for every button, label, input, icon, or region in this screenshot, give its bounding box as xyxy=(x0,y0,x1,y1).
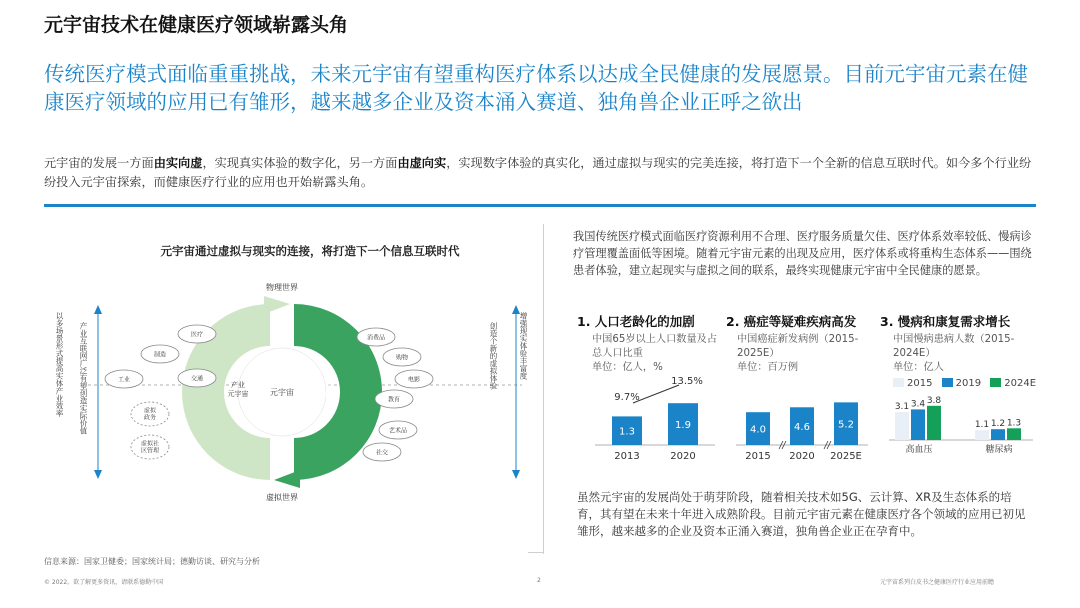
intro-text-2: ，实现真实体验的数字化，另一方面 xyxy=(202,156,398,170)
source-note: 信息来源：国家卫健委；国家统计局；德勤访谈、研究与分析 xyxy=(44,557,260,566)
chart1-bar-label: 1.9 xyxy=(675,420,691,432)
chart1-xtick: 2013 xyxy=(614,451,640,462)
chart3-chronic xyxy=(885,390,1035,468)
intro-paragraph xyxy=(44,154,1034,192)
chart1-pct-label: 13.5% xyxy=(671,376,703,387)
chart3-value-label: 3.8 xyxy=(926,395,942,406)
chart3-bar xyxy=(1007,428,1021,440)
chart2-xtick: 2025E xyxy=(830,451,862,462)
chart2-subtitle: 中国癌症新发病例（2015-2025E） xyxy=(737,334,859,359)
chart1-pct-label: 9.7% xyxy=(614,392,640,403)
chart1-bar-label: 1.3 xyxy=(619,426,635,438)
left-item-label: 医疗 xyxy=(190,331,204,339)
physical-world-label: 物理世界 xyxy=(266,283,298,292)
legend-item-2024e: 2024E xyxy=(990,378,1036,389)
chart3-xtick: 高血压 xyxy=(905,445,933,455)
chart3-unit: 单位：亿人 xyxy=(893,362,944,373)
chart1-trend-line xyxy=(633,385,679,403)
legend-item-2015: 2015 xyxy=(893,378,932,389)
right-item-label: 消费品 xyxy=(366,334,386,342)
chart1-aging xyxy=(590,373,720,468)
right-item-label: 电影 xyxy=(407,376,421,384)
left-item-label: 虚拟政务 xyxy=(143,407,157,422)
left-item-label: 制造 xyxy=(153,351,167,359)
metaverse-diagram xyxy=(52,262,532,542)
chart1-subtitle: 中国65岁以上人口数量及占总人口比重 xyxy=(592,334,718,359)
chart1-unit: 单位：亿人，% xyxy=(592,362,663,373)
chart3-xtick: 糖尿病 xyxy=(985,445,1013,455)
chart1-title: 1. 人口老龄化的加剧 xyxy=(577,314,695,329)
chart2-bar-label: 4.6 xyxy=(794,422,810,434)
chart3-bar xyxy=(991,429,1005,440)
chart2-cancer xyxy=(732,373,872,468)
left-caption: 产业互联网广泛有望创造实际价值 xyxy=(79,322,88,435)
chart1-xtick: 2020 xyxy=(670,451,696,462)
chart3-legend xyxy=(893,378,1036,389)
right-item-label: 社交 xyxy=(375,449,389,457)
legend-item-2019: 2019 xyxy=(942,378,981,389)
chart3-value-label: 1.3 xyxy=(1006,418,1022,429)
left-item-label: 交通 xyxy=(190,375,204,383)
chart2-title: 2. 癌症等疑难疾病高发 xyxy=(726,314,857,329)
chart2-bar-label: 5.2 xyxy=(838,419,854,431)
bottom-paragraph: 虽然元宇宙的发展尚处于萌芽阶段，随着相关技术如5G、云计算、XR及生态体系的培育，其有望在未来十年进入成熟阶段。目前元宇宙元素在健康医疗各个领域的应用已初见雏形，越来越多的企业及资本正涌入赛道，独角兽企业正在孕育中。 xyxy=(577,490,1026,538)
page-title: 元宇宙技术在健康医疗领域崭露头角 xyxy=(44,14,349,36)
chart2-xtick: 2015 xyxy=(745,451,771,462)
virtual-world-label: 虚拟世界 xyxy=(266,493,298,502)
page-subtitle: 传统医疗模式面临重重挑战，未来元宇宙有望重构医疗体系以达成全民健康的发展愿景。目前元宇宙元素在健康医疗领域的应用已有雏形，越来越多企业及资本涌入赛道、独角兽企业正呼之欲出 xyxy=(44,62,1028,114)
chart3-value-label: 3.4 xyxy=(910,399,926,410)
right-ring-label: 个人元宇宙 xyxy=(315,381,337,398)
separator-foot xyxy=(528,552,544,553)
left-ring-label: 产业元宇宙 xyxy=(227,381,249,398)
right-paragraph: 我国传统医疗模式面临医疗资源利用不合理、医疗服务质量欠佳、医疗体系效率较低、慢病诊疗管理覆盖面低等困境。随着元宇宙元素的出现及应用，医疗体系或将重构生态体系——围绕患者体验，建立起现实与虚拟之间的联系，最终实现健康元宇宙中全民健康的愿景。 xyxy=(573,230,1032,277)
right-caption: 创造个新的虚拟体验 xyxy=(489,322,498,390)
chart3-bar xyxy=(927,406,941,440)
footer-series-title: 元宇宙系列白皮书之健康医疗行业应用前瞻 xyxy=(880,579,995,586)
intro-text-1: 元宇宙的发展一方面 xyxy=(44,156,154,170)
page-number: 2 xyxy=(537,577,541,584)
intro-bold-2: 由虚向实 xyxy=(397,156,447,170)
left-item-label: 工业 xyxy=(117,376,131,384)
intro-text-3: ，实现数字体验的真实化，通过虚拟与现实的完美连接，将打造下一个全新的信息互联时代。如今多个行业纷纷投入元宇宙探索，而健康医疗行业的应用也开始崭露头角。 xyxy=(44,156,1032,189)
chart3-value-label: 1.2 xyxy=(990,419,1006,430)
far-left-caption: 以多场景形式提高实体产业效率 xyxy=(55,312,64,417)
chart3-bar xyxy=(895,412,909,440)
chart3-bar xyxy=(911,409,925,440)
chart3-bar xyxy=(975,430,989,440)
chart2-bar-label: 4.0 xyxy=(750,424,766,436)
chart3-subtitle: 中国慢病患病人数（2015-2024E） xyxy=(893,334,1015,359)
footer-copyright: © 2022。欲了解更多资讯，请联系德勤中国 xyxy=(44,579,164,586)
left-item-label: 虚拟社区管理 xyxy=(140,440,160,455)
center-label: 元宇宙 xyxy=(270,388,294,397)
section-divider xyxy=(44,204,1036,207)
right-item-label: 教育 xyxy=(387,396,401,404)
right-item-label: 购物 xyxy=(395,354,409,362)
far-right-caption: 增强现实体验丰富度 xyxy=(519,312,528,380)
chart3-value-label: 3.1 xyxy=(894,402,910,413)
chart3-title: 3. 慢病和康复需求增长 xyxy=(880,314,1011,329)
right-item-label: 艺术品 xyxy=(388,427,408,435)
chart3-value-label: 1.1 xyxy=(974,420,990,431)
intro-bold-1: 由实向虚 xyxy=(153,156,203,170)
chart2-unit: 单位：百万例 xyxy=(737,362,799,373)
chart2-xtick: 2020 xyxy=(789,451,815,462)
diagram-title: 元宇宙通过虚拟与现实的连接，将打造下一个信息互联时代 xyxy=(160,244,460,258)
column-separator xyxy=(543,224,544,554)
